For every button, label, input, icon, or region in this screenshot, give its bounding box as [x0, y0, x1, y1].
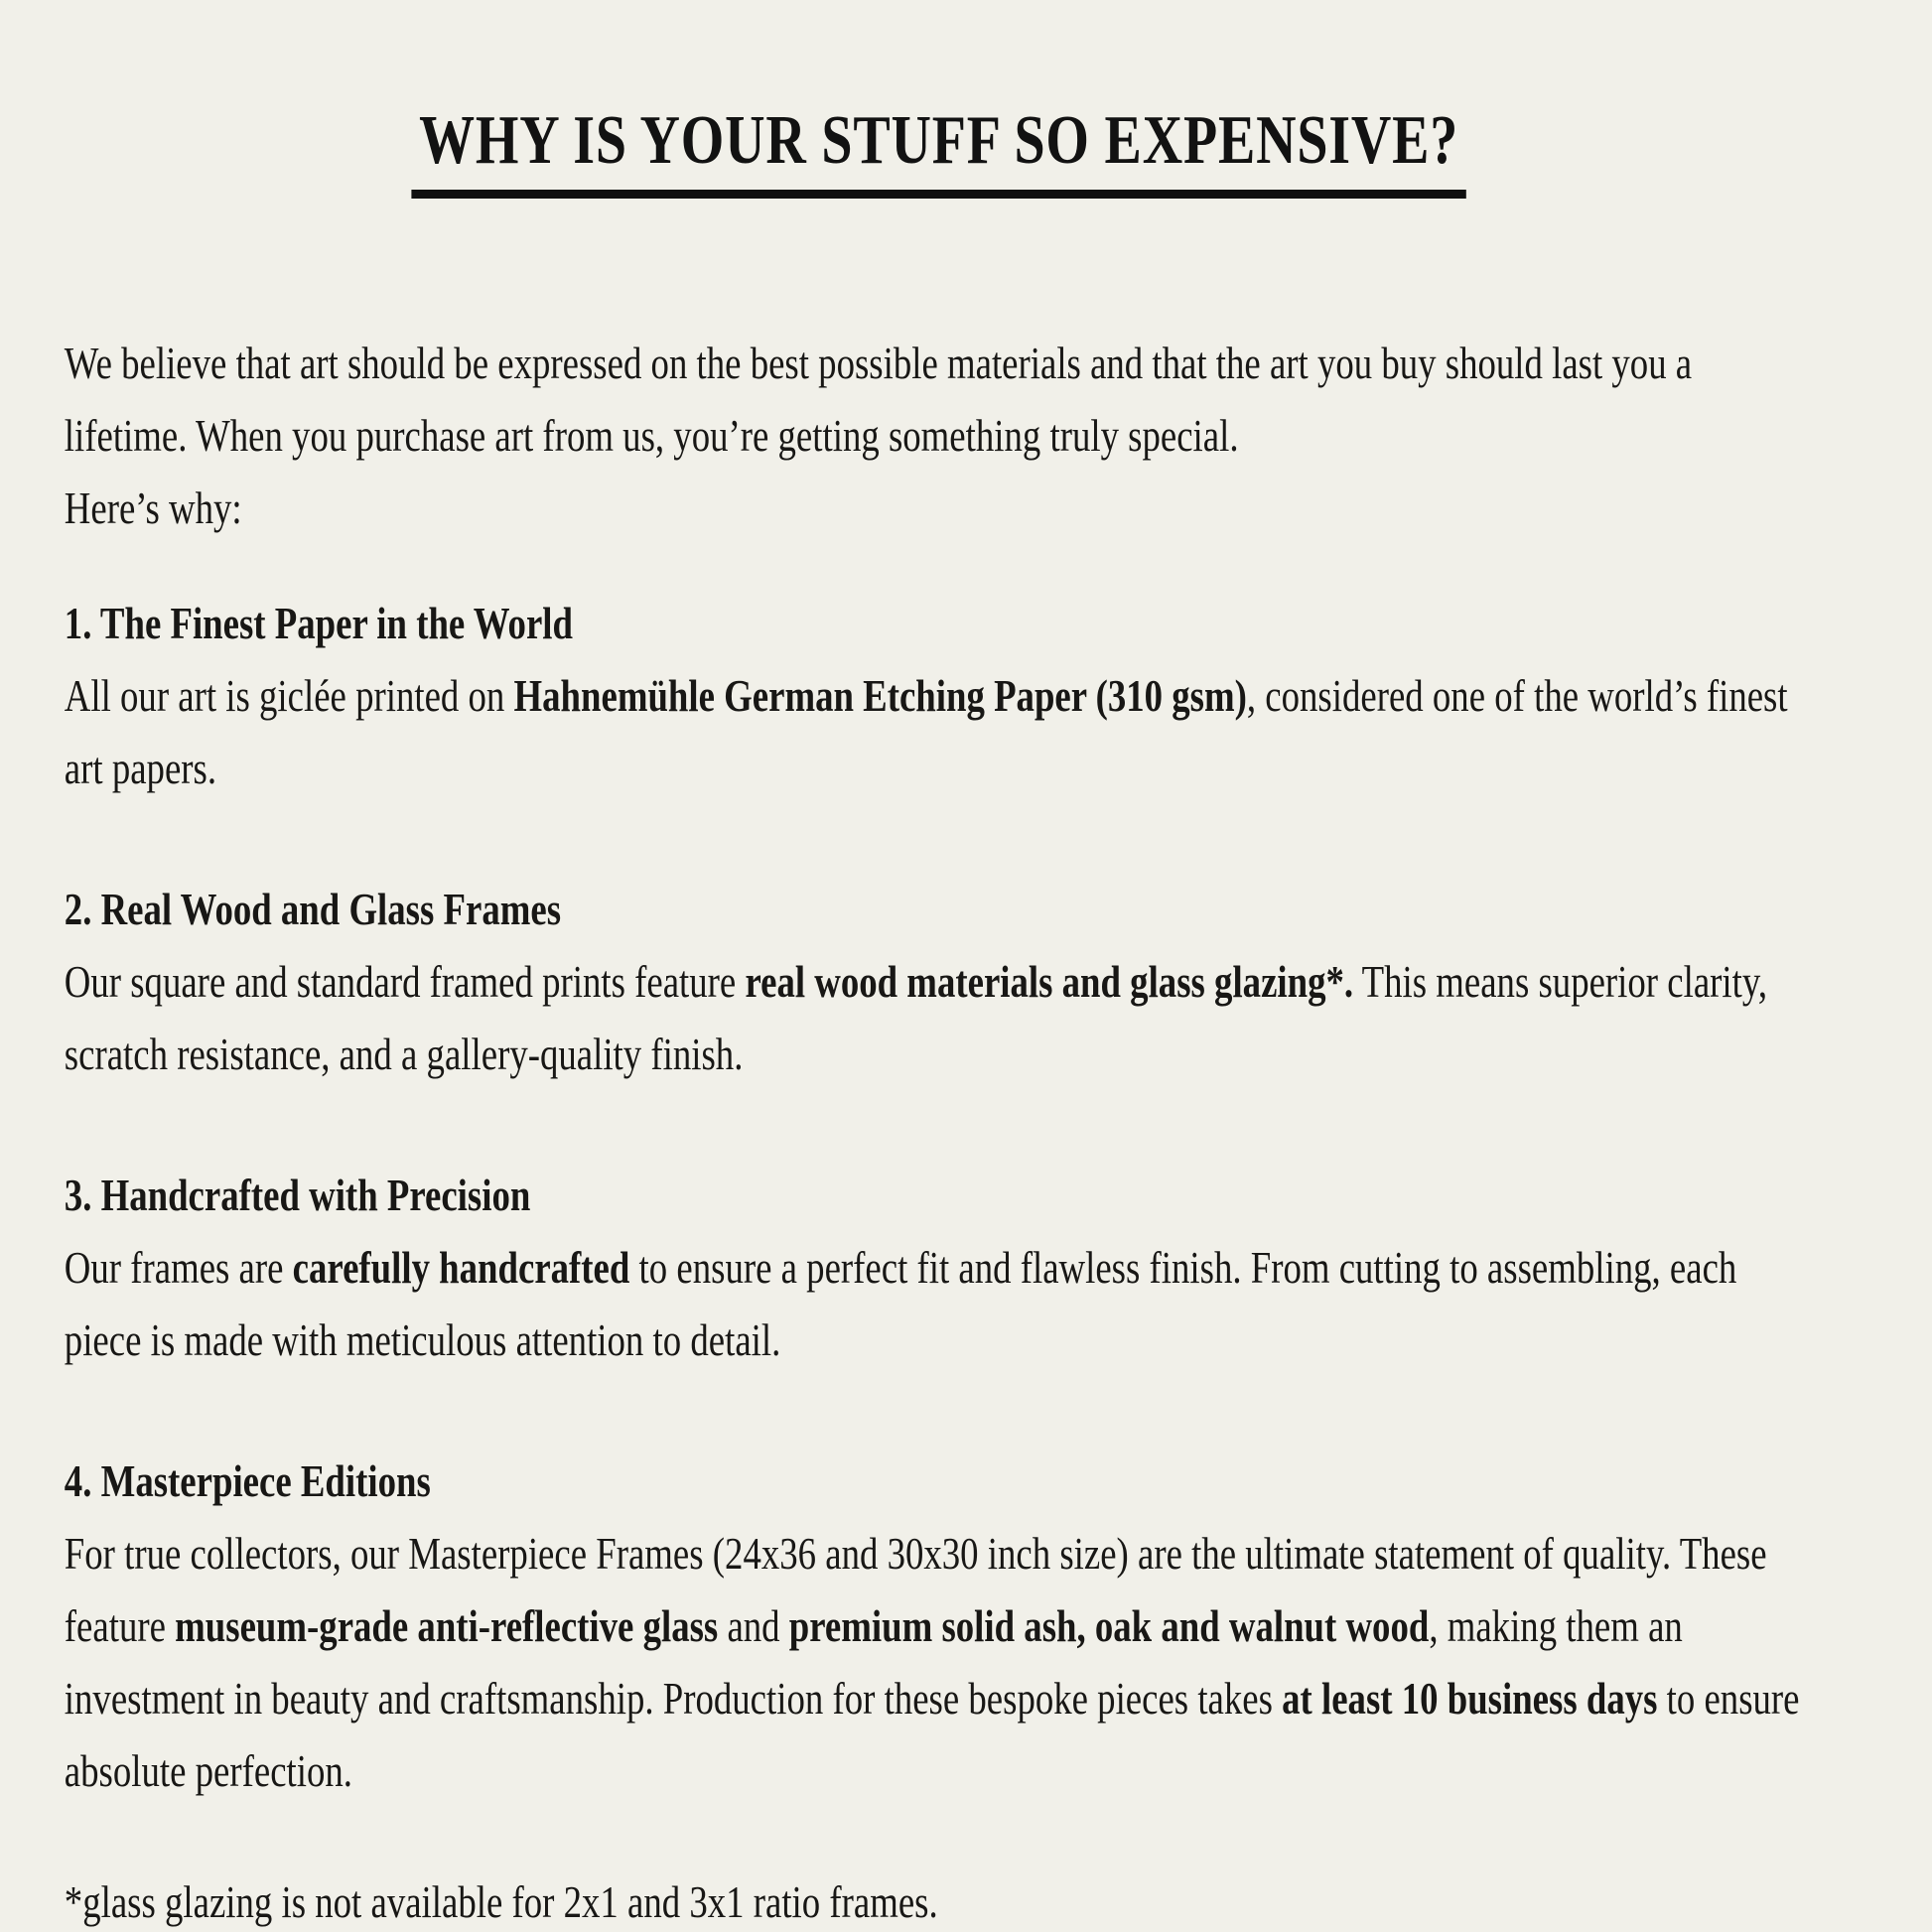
intro-text: We believe that art should be expressed on the best possible materials and that the art you buy should last you a lifetime. When you purchase art from us, you’re getting something truly special.: [64, 338, 1693, 462]
section-4-heading: 4. Masterpiece Editions: [64, 1455, 431, 1507]
section-3-heading: 3. Handcrafted with Precision: [64, 1170, 531, 1221]
section-wood-glass-frames: [65, 873, 1814, 1090]
text-run: to ensure absolute perfection.: [64, 1673, 1800, 1797]
section-3-body: [65, 1231, 1814, 1376]
text-run: This means superior clarity, scratch resistance, and a gallery-quality finish.: [64, 956, 1768, 1080]
text-run-bold: museum-grade anti-reflective glass: [175, 1600, 719, 1652]
text-run: For true collectors, our Masterpiece Frames (24x36 and 30x30 inch size) are the ultimate statement of quality. These feature: [64, 1528, 1767, 1652]
text-run-bold: carefully handcrafted: [292, 1242, 630, 1294]
intro-heres-why: Here’s why:: [64, 483, 242, 534]
text-run-bold: Hahnemühle German Etching Paper (310 gsm): [513, 670, 1247, 722]
text-run: and: [718, 1600, 789, 1652]
section-1-heading: 1. The Finest Paper in the World: [64, 598, 573, 649]
page-title: WHY IS YOUR STUFF SO EXPENSIVE?: [411, 102, 1466, 199]
text-run-bold: real wood materials and glass glazing*.: [745, 956, 1354, 1008]
section-masterpiece-editions: [65, 1445, 1814, 1807]
section-1-body: [65, 659, 1814, 804]
text-run: Our square and standard framed prints feature: [64, 956, 746, 1008]
section-4-body: [65, 1517, 1814, 1807]
footnote: *glass glazing is not available for 2x1 and 3x1 ratio frames.: [64, 1876, 938, 1928]
section-2-body: [65, 945, 1814, 1090]
text-run: Our frames are: [64, 1242, 293, 1294]
text-run-bold: at least 10 business days: [1282, 1673, 1658, 1725]
text-run: , making them an investment in beauty and craftsmanship. Production for these bespoke pieces takes: [64, 1600, 1683, 1725]
intro-paragraph: [65, 327, 1814, 544]
section-2-heading: 2. Real Wood and Glass Frames: [64, 884, 562, 935]
section-handcrafted: [65, 1159, 1814, 1376]
text-run-bold: premium solid ash, oak and walnut wood: [788, 1600, 1430, 1652]
text-run: to ensure a perfect fit and flawless finish. From cutting to assembling, each piece is made with meticulous attention to detail.: [64, 1242, 1737, 1366]
text-run: , considered one of the world’s finest art papers.: [64, 670, 1788, 794]
section-finest-paper: [65, 587, 1814, 804]
text-run: All our art is giclée printed on: [64, 670, 514, 722]
title-row: [65, 56, 1814, 245]
